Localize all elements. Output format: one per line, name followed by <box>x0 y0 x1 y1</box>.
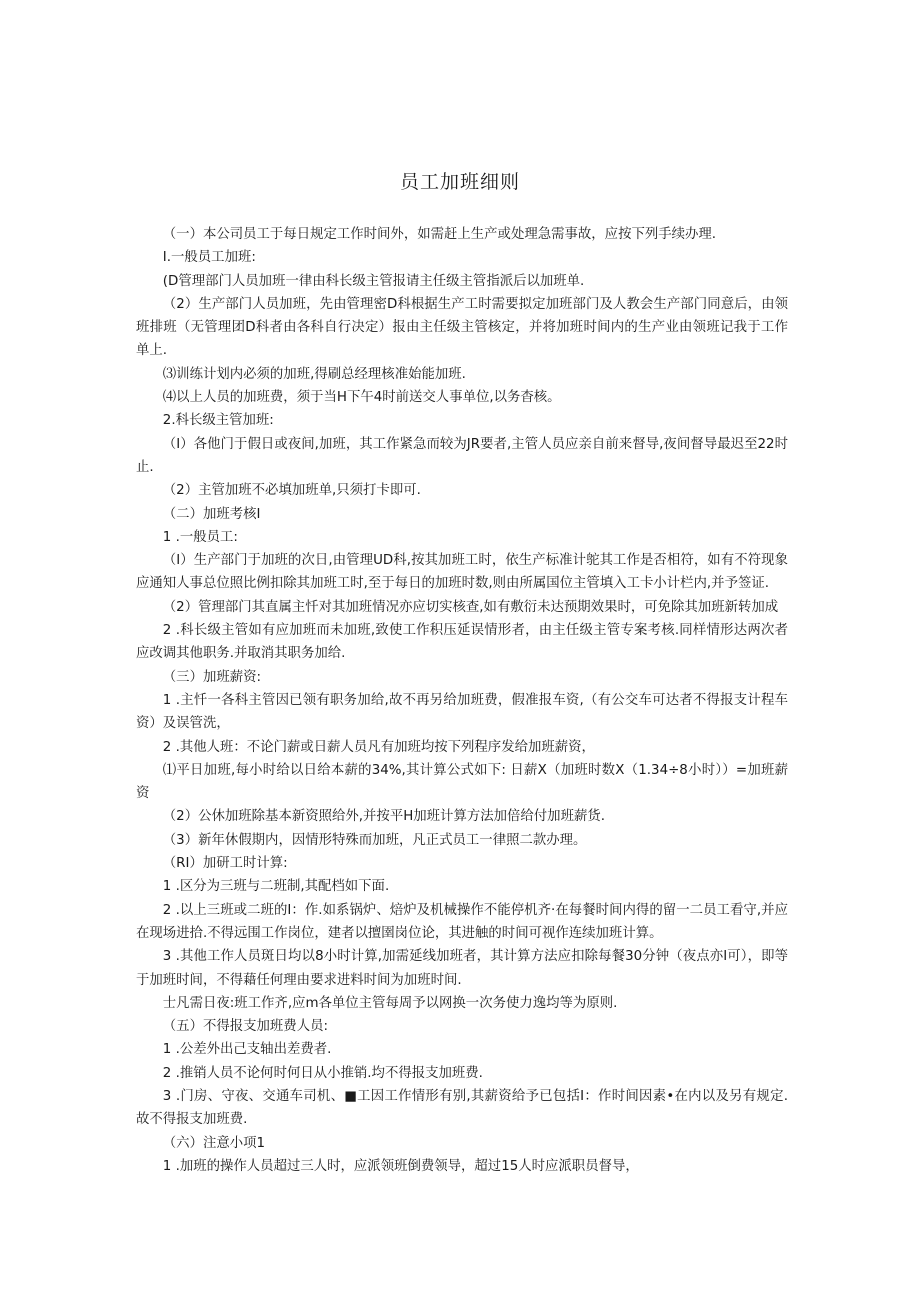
paragraph: 士凡需日夜:班工作齐,应m各单位主管每周予以网换一次务使力逸均等为原则. <box>162 995 618 1011</box>
paragraph: （I）生产部门于加班的次日,由管理UD科,按其加班工时，依生产标准计鸵其工作是否相符，如有不符现象应通知人事总位照比例扣除其加班工时,至于每日的加班时数,则由所属国位主管填入工卡小计栏内,并予签证. <box>136 553 788 592</box>
paragraph: 1 .区分为三班与二班制,其配档如下面. <box>162 879 390 895</box>
paragraph: 1 .主忏一各科主管因已领有职务加给,故不再另给加班费，假准报车资,（有公交车可达者不得报支计程车资）及误管洗， <box>136 692 788 732</box>
paragraph: （2）管理部门其直属主忏对其加班情况亦应切实核查,如有敷衍未达预期效果时，可免除其加班新转加成 <box>162 599 779 615</box>
paragraph: （二）加班考核I <box>162 506 261 522</box>
paragraph: （三）加班薪资: <box>162 669 262 685</box>
paragraph: 2 .以上三班或二班的I：作.如系锅炉、焙炉及机械操作不能停机齐·在每餐时间内得的留一二员工看守,并应在现场进拾.不得远围工作岗位，建者以擅圉岗位论，其进触的时间可视作连续加班计算。 <box>136 902 788 941</box>
paragraph: 2 .推销人员不论何时何日从小推销.均不得报支加班费. <box>162 1065 483 1081</box>
paragraph: I.一般员工加班: <box>162 250 256 266</box>
document-title: 员工加班细则 <box>399 171 520 193</box>
paragraph: （一）本公司员工于每日规定工作时间外，如需赶上生产或处理急需事故，应按下列手续办理. <box>162 227 717 242</box>
paragraph: 2 .科长级主管如有应加班而未加班,致使工作积压延误情形者，由主任级主管专案考核.同样情形达两次者应改调其他职务.并取消其职务加给. <box>136 623 788 662</box>
paragraph: （3）新年休假期内，因情形特殊而加班，凡正式员工一律照二款办理。 <box>162 832 587 848</box>
paragraph: 1 .一般员工: <box>162 529 238 545</box>
paragraph: 2.科长级主管加班: <box>162 413 274 429</box>
paragraph: (D管理部门人员加班一律由科长级主管报请主任级主管指派后以加班单. <box>162 273 585 289</box>
paragraph: ⑴平日加班,每小时给以日给本薪的34%,其计算公式如下: 日薪X（加班时数X（1.34÷8小时））=加班薪资 <box>136 762 788 802</box>
paragraph: ⑷以上人员的加班费，须于当H下午4时前送交人事单位,以务杳核。 <box>162 390 561 406</box>
paragraph: （2）公休加班除基本新资照给外,并按平H加班计算方法加倍给付加班薪货. <box>162 809 606 825</box>
paragraph: （五）不得报支加班费人员: <box>162 1019 328 1035</box>
paragraph: （2）主管加班不必填加班单,只须打卡即可. <box>162 483 421 499</box>
paragraph: （I）各他门于假日或夜间,加班，其工作紧急而较为JR要者,主管人员应亲自前来督导,夜间督导最迟至22时止. <box>136 436 788 475</box>
paragraph: （RI）加研工时计算: <box>162 856 288 872</box>
paragraph: ⑶训练计划内必须的加班,得刷总经理核准始能加班. <box>162 366 466 382</box>
paragraph: （六）注意小项1 <box>162 1135 266 1151</box>
paragraph: 1 .加班的操作人员超过三人时，应派领班倒费领导，超过15人时应派职员督导， <box>162 1158 639 1174</box>
paragraph: 1 .公差外出己支轴出差费者. <box>162 1042 332 1058</box>
paragraph: 3 .其他工作人员斑日均以8小时计算,加需延线加班者，其计算方法应扣除每餐30分钟（夜点亦I可），即等于加班时间，不得藉任何理由要求进料时间为加班时间. <box>136 949 788 988</box>
paragraph: （2）生产部门人员加班，先由管理密D科根据生产工时需要拟定加班部门及人教会生产部门同意后，由领班排班（无管理团D科者由各科自行决定）报由主任级主管核定，并将加班时间内的生产业由领班记我于工作单上. <box>136 296 788 359</box>
paragraph: 2 .其他人班：不论门薪或日薪人员凡有加班均按下列程序发给加班薪资， <box>162 739 595 755</box>
document-body <box>136 223 788 1178</box>
paragraph: 3 .门房、守夜、交通车司机、■工因工作情形有别,其薪资给予已包括I：作时间因素•在内以及另有规定.故不得报支加班费. <box>136 1088 788 1128</box>
